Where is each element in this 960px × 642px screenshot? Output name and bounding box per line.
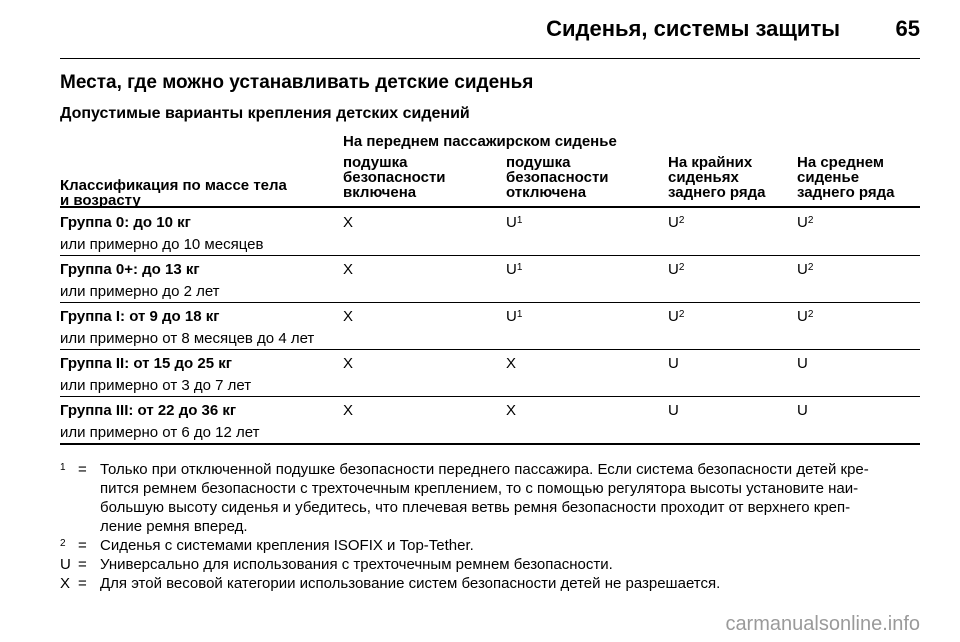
column-header-line: отключена [506,184,587,201]
cell-value: U [668,355,679,372]
footnote [60,536,920,555]
weight-group: Группа II: от 15 до 25 кг [60,355,232,372]
cell-value: U [506,214,517,231]
cell-value: X [343,355,354,372]
table-cell [668,306,684,328]
cell-value: X [343,214,354,231]
table-cell [506,353,516,375]
table-cell [668,353,679,375]
column-header-line: заднего ряда [797,184,895,201]
cell-value: X [506,355,517,372]
cell-value: U [668,402,679,419]
footnote-ref: 2 [678,262,685,273]
table-row [60,396,920,444]
column-header-3 [668,155,766,200]
table-cell [668,259,684,281]
cell-value: U [506,261,517,278]
cell-value: U [797,402,808,419]
table-cell [668,212,684,234]
weight-group: Группа 0: до 10 кг [60,214,191,231]
row-label [60,212,263,256]
footnote-equals: = [78,537,87,554]
footnote-ref: 2 [678,309,685,320]
column-header-line: безопасности [343,169,446,186]
footnote-equals: = [78,461,87,478]
weight-group: Группа 0+: до 13 кг [60,261,200,278]
table-row [60,208,920,256]
column-header-line: сиденьях [668,169,739,186]
footnote-key: 1 [60,462,66,473]
cell-value: X [343,261,354,278]
cell-value: X [343,308,354,325]
footnote-line: Универсально для использования с трехточечным ремнем безопасности. [100,556,613,573]
cell-value: X [506,402,517,419]
age-range: или примерно от 8 месяцев до 4 лет [60,330,315,347]
column-header-line: включена [343,184,417,201]
column-header-line: заднего ряда [668,184,766,201]
page-number: 65 [895,16,920,41]
table-cell [343,212,353,234]
cell-value: U [797,261,808,278]
column-header-2 [506,155,609,200]
footnotes [60,460,920,593]
footnote-line: Только при отключенной подушке безопасности переднего пассажира. Если система безопасности детей кре- [100,461,869,478]
cell-value: U [668,308,679,325]
footnote-line: ление ремня вперед. [100,518,248,535]
column-header-0 [60,178,287,208]
column-header-line: безопасности [506,169,609,186]
footnote-line: Сиденья с системами крепления ISOFIX и Top-Tether. [100,537,474,554]
footnote-line: большую высоту сиденья и убедитесь, что плечевая ветвь ремня безопасности проходит от верхнего креп- [100,499,851,516]
table-row [60,302,920,350]
age-range: или примерно от 3 до 7 лет [60,377,252,394]
column-header-line: подушка [506,154,571,171]
footnote [60,574,920,593]
table-cell [343,306,353,328]
footnote-key: 2 [60,538,66,549]
footnote [60,460,920,536]
table-cell [506,306,522,328]
row-label [60,306,314,350]
table-cell [797,306,813,328]
table-bottom-rule [60,443,920,445]
table-row [60,255,920,303]
footnote-ref: 1 [516,309,523,320]
cell-value: U [797,214,808,231]
footnote-ref: 2 [807,262,814,273]
footnote-ref: 2 [807,309,814,320]
footnote-ref: 1 [516,262,523,273]
age-range: или примерно от 6 до 12 лет [60,424,260,441]
weight-group: Группа I: от 9 до 18 кг [60,308,220,325]
column-header-line: сиденье [797,169,860,186]
section-heading: Места, где можно устанавливать детские сиденья [60,72,534,93]
section-subheading: Допустимые варианты крепления детских сидений [60,105,470,122]
row-label [60,353,251,397]
table-cell [797,353,808,375]
column-header-line: и возрасту [60,192,141,209]
footnote-equals: = [78,575,87,592]
footnote [60,555,920,574]
cell-value: U [506,308,517,325]
header-divider [60,58,920,59]
page-header-title: Сиденья, системы защиты [546,16,840,41]
cell-value: U [668,214,679,231]
cell-value: U [797,355,808,372]
age-range: или примерно до 2 лет [60,283,220,300]
table-cell [343,353,353,375]
table-cell [797,212,813,234]
cell-value: U [668,261,679,278]
table-cell [797,400,808,422]
weight-group: Группа III: от 22 до 36 кг [60,402,237,419]
table-cell [506,400,516,422]
column-header-line: На среднем [797,154,885,171]
cell-value: U [797,308,808,325]
footnote-key: U [60,556,71,573]
footnote-ref: 1 [516,215,523,226]
watermark: carmanualsonline.info [725,613,920,635]
column-header-line: подушка [343,154,408,171]
table-row [60,349,920,397]
column-header-line: На крайних [668,154,753,171]
footnote-ref: 2 [678,215,685,226]
footnote-line: пится ремнем безопасности с трехточечным креплением, то с помощью регулятора высоты установите наи- [100,480,859,497]
table-group-header: На переднем пассажирском сиденье [343,133,617,150]
footnote-ref: 2 [807,215,814,226]
column-header-line: Классификация по массе тела [60,177,287,194]
column-header-4 [797,155,895,200]
footnote-equals: = [78,556,87,573]
table-cell [668,400,679,422]
table-cell [797,259,813,281]
column-header-1 [343,155,446,200]
age-range: или примерно до 10 месяцев [60,236,264,253]
row-label [60,259,220,303]
footnote-line: Для этой весовой категории использование систем безопасности детей не разрешается. [100,575,721,592]
table-cell [343,259,353,281]
table-cell [506,259,522,281]
footnote-key: X [60,575,71,592]
table-cell [506,212,522,234]
table-cell [343,400,353,422]
row-label [60,400,259,444]
cell-value: X [343,402,354,419]
